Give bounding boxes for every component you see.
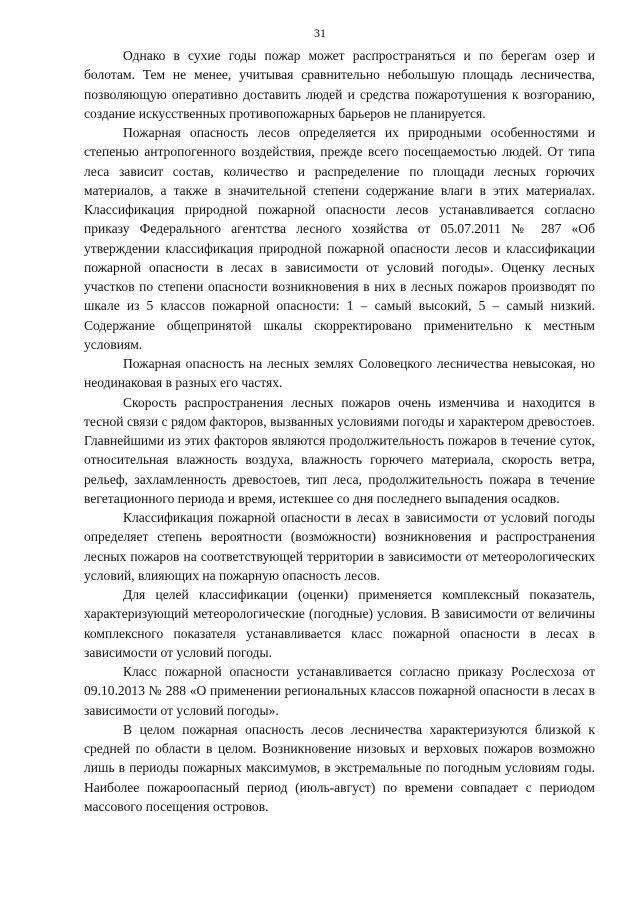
page-number: 31 [314,26,326,40]
paragraph-fire-danger-classification: Пожарная опасность лесов определяется их природными особенностями и степенью антропогенного воздействия, прежде всего посещаемостью людей. От типа леса зависит состав, количество и распределение по площади лесных горючих материалов, а также в значительной степени содержание влаги в этих материалах. Классификация природной пожарной опасности лесов устанавливается согласно приказу Федерального агентства лесного хозяйства от 05.07.2011 № 287 «Об утверждении классификация природной пожарной опасности лесов и классификации пожарной опасности в лесах в зависимости от условий погоды». Оценку лесных участков по степени опасности возникновения в них в лесных пожаров производят по шкале из 5 классов пожарной опасности: 1 – самый высокий, 5 – самый низкий. Содержание общепринятой шкалы скорректировано применительно к местным условиям. [84,125,595,352]
paragraph-class-order: Класс пожарной опасности устанавливается согласно приказу Рослесхоза от 09.10.2013 № 288 «О применении региональных классов пожарной опасности в лесах в зависимости от условий погоды». [84,664,595,718]
paragraph-fire-spread-shores: Однако в сухие годы пожар может распространяться и по берегам озер и болотам. Тем не менее, учитывая сравнительно небольшую площадь лесничества, позволяющую оперативно доставить людей и средства пожаротушения к возгоранию, создание искусственных противопожарных барьеров не планируется. [84,48,595,121]
paragraph-overall-assessment: В целом пожарная опасность лесов лесничества характеризуются близкой к средней по области в целом. Возникновение низовых и верховых пожаров возможно лишь в периоды пожарных максимумов, в экстремальные по погодным условиям годы. Наиболее пожароопасный период (июль-август) по времени совпадает с периодом массового посещения островов. [84,721,595,814]
paragraph-fire-spread-factors: Скорость распространения лесных пожаров очень изменчива и находится в тесной связи с рядом факторов, вызванных условиями погоды и характером древостоев. Главнейшими из этих факторов являются продолжительность пожаров в течение суток, относительная влажность воздуха, влажность горючего материала, скорость ветра, рельеф, захламленность древостоев, тип леса, продолжительность пожара в течение вегетационного периода и время, истекшее со дня последнего выпадения осадков. [84,394,595,506]
paragraph-solovetsky-fire-danger: Пожарная опасность на лесных землях Соловецкого лесничества невысокая, но неодинаковая в разных его частях. [84,356,595,391]
paragraph-weather-classification: Классификация пожарной опасности в лесах в зависимости от условий погоды определяет степень вероятности (возможности) возникновения и распространения лесных пожаров на соответствующей территории в зависимости от метеорологических условий, влияющих на пожарную опасность лесов. [84,510,595,583]
paragraph-complex-indicator: Для целей классификации (оценки) применяется комплексный показатель, характеризующий метеорологические (погодные) условия. В зависимости от величины комплексного показателя устанавливается класс пожарной опасности в лесах в зависимости от условий погоды. [84,587,595,660]
document-body [84,46,595,816]
